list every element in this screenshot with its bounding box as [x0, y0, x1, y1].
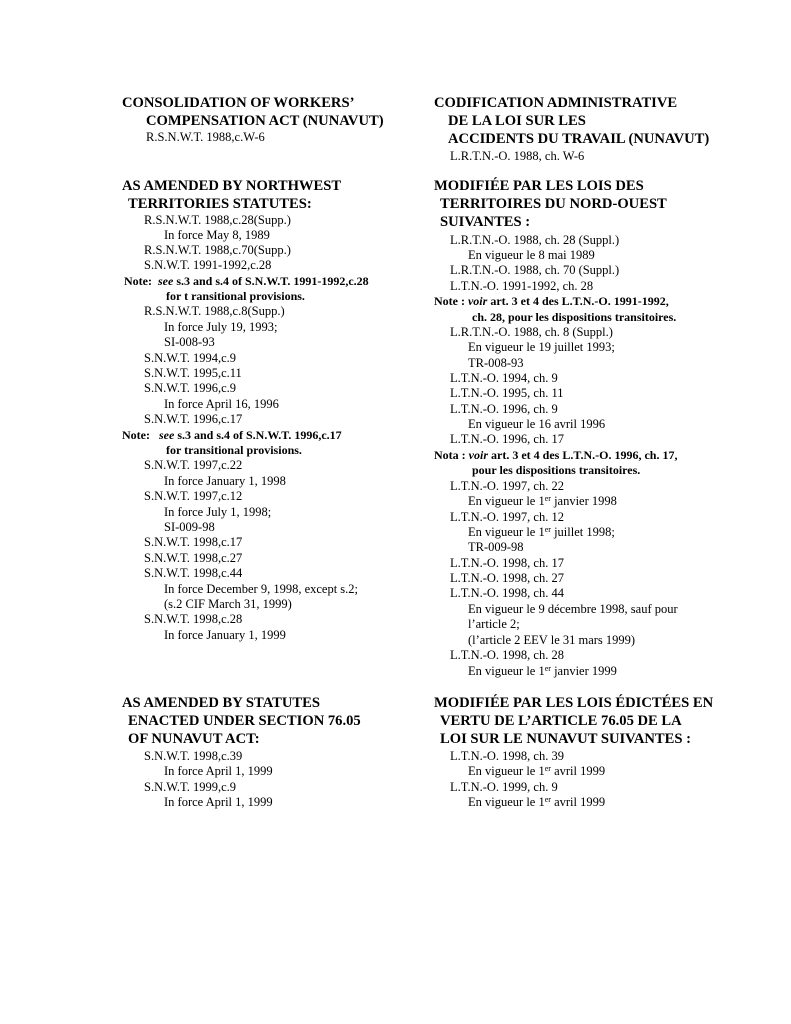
english-nunavut-heading-line3: OF NUNAVUT ACT: [128, 731, 260, 747]
amendment-citation: L.T.N.-O. 1997, ch. 22 [450, 479, 564, 493]
english-nwt-heading-line1: AS AMENDED BY NORTHWEST [122, 178, 342, 194]
note-voir: voir [467, 294, 488, 308]
amendment-citation: R.S.N.W.T. 1988,c.8(Supp.) [144, 304, 285, 318]
in-force-date: In force January 1, 1998 [164, 474, 286, 488]
amendment-citation: S.N.W.T. 1994,c.9 [144, 351, 237, 365]
english-nunavut-heading-line2: ENACTED UNDER SECTION 76.05 [128, 713, 361, 729]
amendment-citation: L.R.T.N.-O. 1988, ch. 8 (Suppl.) [450, 325, 613, 339]
amendment-citation: L.T.N.-O. 1994, ch. 9 [450, 371, 558, 385]
transitional-note [124, 274, 369, 289]
amendment-citation: L.T.N.-O. 1998, ch. 17 [450, 556, 564, 570]
in-force-date: En vigueur le 9 décembre 1998, sauf pour [468, 602, 678, 616]
note-see: see [158, 428, 175, 442]
french-title-line2: DE LA LOI SUR LES [448, 113, 586, 129]
note-label: Note: [124, 274, 152, 288]
amendment-citation: R.S.N.W.T. 1988,c.28(Supp.) [144, 213, 291, 227]
amendment-citation: S.N.W.T. 1998,c.17 [144, 535, 243, 549]
amendment-citation: S.N.W.T. 1995,c.11 [144, 366, 242, 380]
in-force-date: In force April 16, 1996 [164, 397, 279, 411]
english-title-line2: COMPENSATION ACT (NUNAVUT) [146, 113, 384, 129]
amendment-citation: S.N.W.T. 1998,c.27 [144, 551, 243, 565]
french-nwt-heading-line2: TERRITOIRES DU NORD-OUEST [440, 196, 667, 212]
french-nunavut-heading-line1: MODIFIÉE PAR LES LOIS ÉDICTÉES EN [434, 695, 714, 711]
note-see: see [157, 274, 174, 288]
in-force-note: l’article 2; [468, 617, 520, 631]
amendment-citation: L.T.N.-O. 1996, ch. 17 [450, 432, 564, 446]
amendment-citation: L.R.T.N.-O. 1988, ch. 28 (Suppl.) [450, 233, 620, 247]
amendment-citation: L.R.T.N.-O. 1988, ch. 70 (Suppl.) [450, 263, 620, 277]
note-text: art. 3 et 4 des L.T.N.-O. 1996, ch. 17, [491, 448, 678, 462]
amendment-citation: S.N.W.T. 1997,c.12 [144, 489, 243, 503]
amendment-citation: L.T.N.-O. 1998, ch. 28 [450, 648, 564, 662]
amendment-citation: S.N.W.T. 1997,c.22 [144, 458, 243, 472]
in-force-date: In force July 19, 1993; [164, 320, 278, 334]
note-label: Note: [122, 428, 150, 442]
amendment-citation: L.T.N.-O. 1998, ch. 44 [450, 586, 564, 600]
french-title-line3: ACCIDENTS DU TRAVAIL (NUNAVUT) [448, 131, 710, 147]
in-force-date: En vigueur le 19 juillet 1993; [468, 340, 615, 354]
note-voir: voir [468, 448, 489, 462]
in-force-date: En vigueur le 8 mai 1989 [468, 248, 595, 262]
amendment-citation: S.N.W.T. 1998,c.44 [144, 566, 243, 580]
in-force-date: En vigueur le 1er janvier 1998 [468, 494, 617, 508]
amendment-citation: R.S.N.W.T. 1988,c.70(Supp.) [144, 243, 291, 257]
french-nunavut-heading-line2: VERTU DE L’ARTICLE 76.05 DE LA [440, 713, 682, 729]
statutory-instrument: TR-009-98 [468, 540, 524, 554]
transitional-note-line2: for transitional provisions. [166, 443, 302, 457]
amendment-citation: L.T.N.-O. 1991-1992, ch. 28 [450, 279, 594, 293]
in-force-date: En vigueur le 1er avril 1999 [468, 764, 606, 778]
french-nwt-heading-line3: SUIVANTES : [440, 214, 531, 230]
english-nunavut-heading-line1: AS AMENDED BY STATUTES [122, 695, 321, 711]
french-citation: L.R.T.N.-O. 1988, ch. W-6 [450, 149, 585, 163]
in-force-date: In force April 1, 1999 [164, 764, 273, 778]
amendment-citation: S.N.W.T. 1998,c.28 [144, 612, 243, 626]
in-force-note: (s.2 CIF March 31, 1999) [164, 597, 292, 611]
french-nwt-heading-line1: MODIFIÉE PAR LES LOIS DES [434, 178, 644, 194]
french-title-line1: CODIFICATION ADMINISTRATIVE [434, 95, 678, 111]
amendment-citation: S.N.W.T. 1996,c.9 [144, 381, 237, 395]
note-label: Nota : [434, 448, 466, 462]
statutory-instrument: SI-008-93 [164, 335, 215, 349]
in-force-date: In force December 9, 1998, except s.2; [164, 582, 359, 596]
in-force-date: In force April 1, 1999 [164, 795, 273, 809]
amendment-citation: L.T.N.-O. 1995, ch. 11 [450, 386, 564, 400]
english-title-line1: CONSOLIDATION OF WORKERS’ [122, 95, 355, 111]
in-force-date: In force July 1, 1998; [164, 505, 272, 519]
transitional-note-line2: ch. 28, pour les dispositions transitoires. [472, 310, 677, 324]
in-force-date: In force May 8, 1989 [164, 228, 270, 242]
amendment-citation: L.T.N.-O. 1997, ch. 12 [450, 510, 564, 524]
amendment-citation: S.N.W.T. 1999,c.9 [144, 780, 237, 794]
in-force-date: En vigueur le 1er juillet 1998; [468, 525, 615, 539]
amendment-citation: S.N.W.T. 1998,c.39 [144, 749, 243, 763]
transitional-note [434, 448, 677, 463]
english-nwt-heading-line2: TERRITORIES STATUTES: [128, 196, 312, 212]
amendment-citation: L.T.N.-O. 1999, ch. 9 [450, 780, 558, 794]
transitional-note [434, 294, 669, 309]
note-label: Note : [434, 294, 465, 308]
note-text: s.3 and s.4 of S.N.W.T. 1996,c.17 [177, 428, 342, 442]
statutory-instrument: TR-008-93 [468, 356, 524, 370]
in-force-date: En vigueur le 1er janvier 1999 [468, 664, 617, 678]
amendment-citation: L.T.N.-O. 1998, ch. 39 [450, 749, 564, 763]
statutory-instrument: SI-009-98 [164, 520, 215, 534]
transitional-note-line2: pour les dispositions transitoires. [472, 463, 641, 477]
in-force-note: (l’article 2 EEV le 31 mars 1999) [468, 633, 636, 647]
amendment-citation: L.T.N.-O. 1998, ch. 27 [450, 571, 564, 585]
amendment-citation: S.N.W.T. 1996,c.17 [144, 412, 243, 426]
transitional-note [122, 428, 342, 443]
in-force-date: En vigueur le 16 avril 1996 [468, 417, 606, 431]
english-citation: R.S.N.W.T. 1988,c.W-6 [146, 130, 265, 144]
note-text: s.3 and s.4 of S.N.W.T. 1991-1992,c.28 [176, 274, 369, 288]
transitional-note-line2: for t ransitional provisions. [166, 289, 305, 303]
french-nunavut-heading-line3: LOI SUR LE NUNAVUT SUIVANTES : [440, 731, 692, 747]
amendment-citation: L.T.N.-O. 1996, ch. 9 [450, 402, 558, 416]
amendment-citation: S.N.W.T. 1991-1992,c.28 [144, 258, 272, 272]
in-force-date: In force January 1, 1999 [164, 628, 286, 642]
in-force-date: En vigueur le 1er avril 1999 [468, 795, 606, 809]
note-text: art. 3 et 4 des L.T.N.-O. 1991-1992, [490, 294, 669, 308]
